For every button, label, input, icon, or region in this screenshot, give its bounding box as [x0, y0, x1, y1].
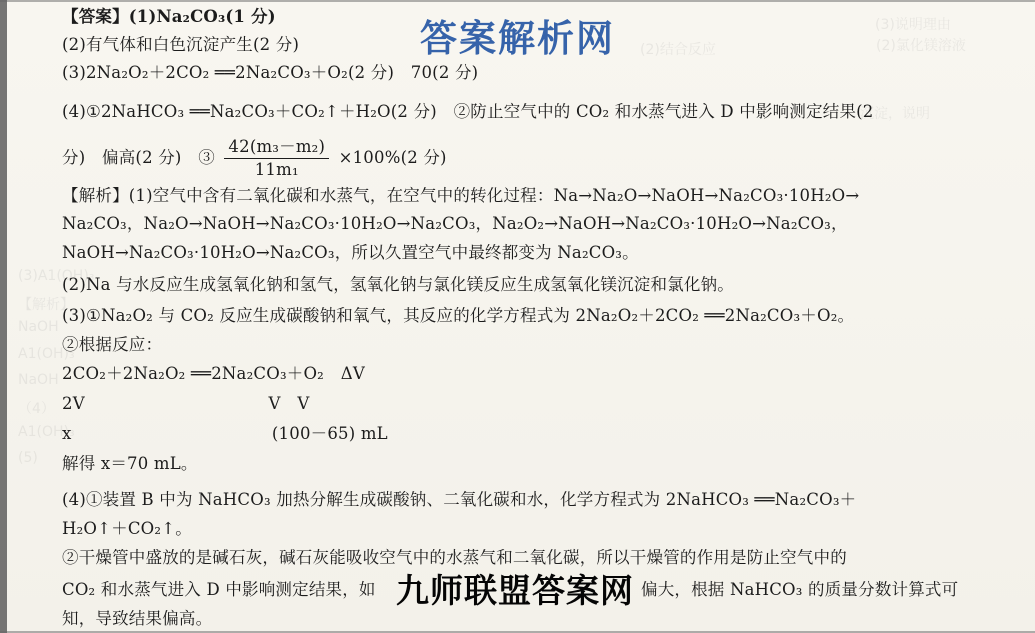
bleed-text-e: (3)A1(OH)₃ — [18, 268, 95, 284]
top-watermark: 答案解析网 — [420, 17, 615, 60]
analysis-line-9: x (100－65) mL — [62, 424, 388, 443]
fraction-numerator: 42(m₃－m₂) — [224, 137, 329, 159]
analysis-line-1: 【解析】(1)空气中含有二氧化碳和水蒸气，在空气中的转化过程：Na→Na₂O→NaOH→Na₂CO₃·10H₂O→ — [62, 186, 860, 205]
analysis-line-12: H₂O↑＋CO₂↑。 — [62, 519, 192, 538]
analysis-line-3: NaOH→Na₂CO₃·10H₂O→Na₂CO₃，所以久置空气中最终都变为 Na₂CO₃。 — [62, 243, 639, 262]
analysis-line-14-right: 偏大，根据 NaHCO₃ 的质量分数计算式可 — [641, 580, 959, 599]
analysis-line-10: 解得 x＝70 mL。 — [62, 454, 198, 473]
bleed-text-g: NaOH — [18, 319, 59, 335]
analysis-line-15: 知，导致结果偏高。 — [62, 609, 213, 628]
analysis-line-11: (4)①装置 B 中为 NaHCO₃ 加热分解生成碳酸钠、二氧化碳和水，化学方程式为 2NaHCO₃ ══Na₂CO₃＋ — [62, 490, 857, 509]
bleed-text-c: (2)结合反应 — [640, 42, 716, 58]
fraction-denominator: 11m₁ — [254, 160, 299, 179]
bleed-text-l: (5) — [18, 450, 38, 466]
bleed-text-a: (3)说明理由 — [875, 17, 951, 33]
left-frame — [0, 0, 7, 633]
bleed-text-b: (2)氯化镁溶液 — [876, 38, 966, 54]
analysis-line-4: (2)Na 与水反应生成氢氧化钠和氢气，氢氧化钠与氯化镁反应生成氢氧化镁沉淀和氯化钠。 — [62, 275, 734, 294]
bottom-watermark: 九师联盟答案网 — [396, 571, 634, 610]
fraction-suffix: ×100%(2 分) — [338, 148, 447, 167]
bleed-text-d: 沉淀，说明 — [860, 106, 930, 122]
analysis-line-6: ②根据反应： — [62, 335, 163, 354]
analysis-line-8: 2V V V — [62, 394, 310, 413]
bleed-text-f: 【解析】 — [18, 297, 74, 313]
analysis-line-13: ②干燥管中盛放的是碱石灰，碱石灰能吸收空气中的水蒸气和二氧化碳，所以干燥管的作用是防止空气中的 — [62, 548, 847, 567]
top-frame — [0, 0, 1035, 2]
answer-line-5-prefix: 分) 偏高(2 分) ③ — [62, 148, 215, 167]
answer-line-1: 【答案】(1)Na₂CO₃(1 分) — [62, 7, 276, 26]
answer-line-3: (3)2Na₂O₂＋2CO₂ ══2Na₂CO₃＋O₂(2 分) 70(2 分) — [62, 63, 479, 82]
bleed-text-i: NaOH — [18, 372, 59, 388]
answer-line-4: (4)①2NaHCO₃ ══Na₂CO₃＋CO₂↑＋H₂O(2 分) ②防止空气中的 CO₂ 和水蒸气进入 D 中影响测定结果(2 — [62, 102, 874, 121]
analysis-line-5: (3)①Na₂O₂ 与 CO₂ 反应生成碳酸钠和氧气，其反应的化学方程式为 2Na₂O₂＋2CO₂ ══2Na₂CO₃＋O₂。 — [62, 306, 855, 325]
analysis-line-7: 2CO₂＋2Na₂O₂ ══2Na₂CO₃＋O₂ ΔV — [62, 364, 365, 383]
analysis-line-14-left: CO₂ 和水蒸气进入 D 中影响测定结果，如 — [62, 580, 376, 599]
bleed-text-j: （4） — [18, 401, 55, 417]
fraction-expression — [224, 137, 329, 180]
bleed-text-h: A1(OH)₃ — [18, 346, 75, 362]
bleed-text-k: A1(OH)₃ — [18, 424, 75, 440]
answer-line-5 — [62, 137, 447, 180]
answer-line-2: (2)有气体和白色沉淀产生(2 分) — [62, 35, 300, 54]
analysis-line-2: Na₂CO₃，Na₂O→NaOH→Na₂CO₃·10H₂O→Na₂CO₃，Na₂O₂→NaOH→Na₂CO₃·10H₂O→Na₂CO₃， — [62, 214, 848, 233]
